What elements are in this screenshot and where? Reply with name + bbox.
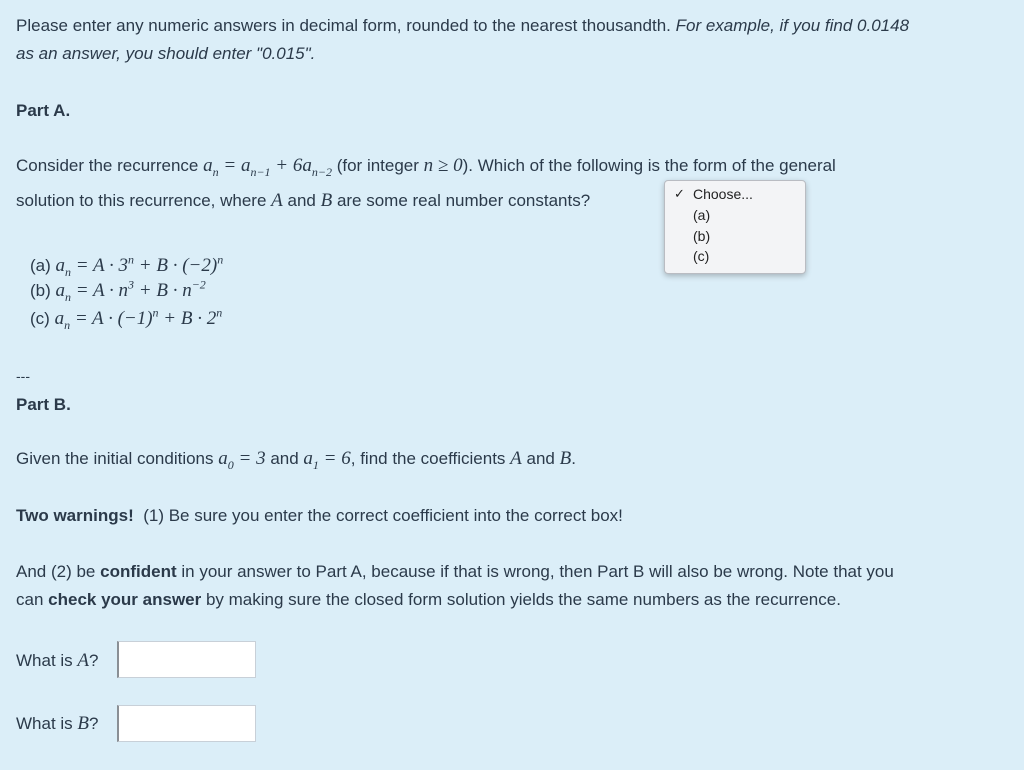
- instructions-line2: as an answer, you should enter "0.015".: [16, 44, 316, 63]
- option-b: (b) $a_n = A \cdot n^3 + B \cdot n^{-2}$: [30, 277, 206, 304]
- dropdown-option-b[interactable]: (b): [693, 228, 711, 244]
- coefficient-b-input[interactable]: [117, 705, 256, 742]
- initial-conditions-line: Given the initial conditions $a_0 = 3$ and $a_1 = 6$, find the coefficients A and B.: [16, 448, 576, 472]
- option-c: (c) $a_n = A \cdot (-1)^n + B \cdot 2^n$: [30, 305, 223, 332]
- confidence-line2: can check your answer by making sure the closed form solution yields the same numbers as the recurrence.: [16, 590, 841, 609]
- instructions-line1: Please enter any numeric answers in decimal form, rounded to the nearest thousandth. For example, if you find 0.0148: [16, 16, 910, 35]
- part-a-heading: Part A.: [16, 101, 71, 120]
- checkmark-icon: ✓: [674, 186, 685, 201]
- dropdown-option-c[interactable]: (c): [693, 248, 710, 264]
- integer-condition: n ≥ 0: [423, 155, 463, 176]
- confidence-line1: And (2) be confident in your answer to Part A, because if that is wrong, then Part B will also be wrong. Note that you: [16, 562, 894, 581]
- warnings-line: Two warnings! (1) Be sure you enter the correct coefficient into the correct box!: [16, 506, 623, 525]
- dropdown-option-choose[interactable]: Choose...: [693, 186, 753, 202]
- recurrence-question-line2: solution to this recurrence, where A and B are some real number constants?: [16, 190, 591, 211]
- recurrence-question-line1: Consider the recurrence $a_n = a_{n-1} + 6a_{n-2}$ (for integer n ≥ 0). Which of the following is the form of the general: [16, 155, 836, 179]
- part-b-heading: Part B.: [16, 395, 71, 414]
- coefficient-a-input[interactable]: [117, 641, 256, 678]
- dropdown-option-a[interactable]: (a): [693, 207, 711, 223]
- what-is-b-label: What is B?: [16, 713, 99, 734]
- recurrence-formula: $a_n = a_{n-1} + 6a_{n-2}$: [203, 155, 332, 179]
- answer-select-dropdown[interactable]: [664, 180, 806, 274]
- separator: ---: [16, 368, 30, 384]
- what-is-a-label: What is A?: [16, 650, 99, 671]
- option-a: (a) $a_n = A \cdot 3^n + B \cdot (-2)^n$: [30, 252, 224, 279]
